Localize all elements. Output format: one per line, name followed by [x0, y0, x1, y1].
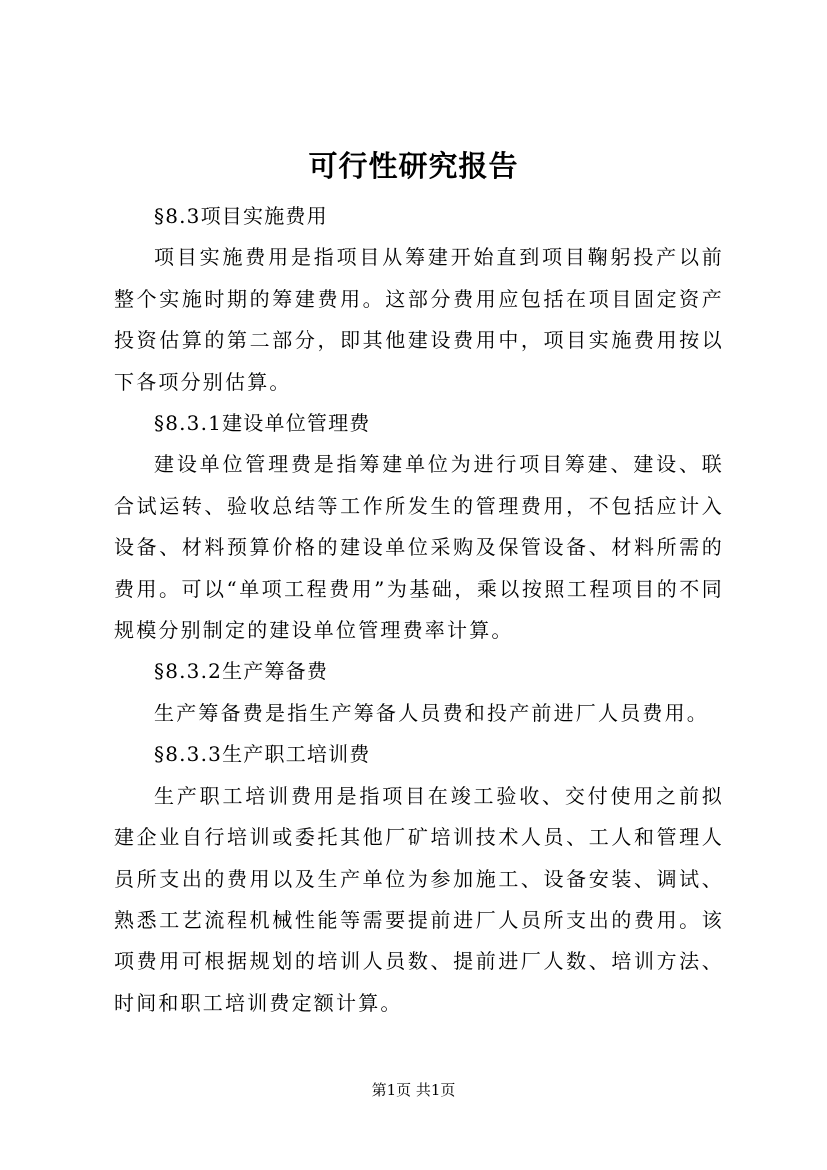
page-footer: 第1页 共1页 [371, 1081, 456, 1099]
paragraph-training-fee: 生产职工培训费用是指项目在竣工验收、交付使用之前拟建企业自行培训或委托其他厂矿培训技术人员、工人和管理人员所支出的费用以及生产单位为参加施工、设备安装、调试、熟悉工艺流程机械性能等需要提前进厂人员所支出的费用。该项费用可根据规划的培训人员数、提前进厂人数、培训方法、时间和职工培训费定额计算。 [114, 783, 724, 1015]
section-heading-8-3: §8.3项目实施费用 [154, 204, 328, 228]
document-body [114, 196, 724, 1024]
section-heading-8-3-3: §8.3.3生产职工培训费 [154, 742, 371, 767]
paragraph-project-implementation-cost: 项目实施费用是指项目从筹建开始直到项目鞠躬投产以前整个实施时期的筹建费用。这部分费用应包括在项目固定资产投资估算的第二部分，即其他建设费用中，项目实施费用按以下各项分别估算。 [114, 245, 724, 394]
section-heading-8-3-1: §8.3.1建设单位管理费 [154, 411, 371, 436]
section-heading-8-3-2: §8.3.2生产筹备费 [154, 659, 329, 684]
document-title: 可行性研究报告 [308, 149, 519, 183]
paragraph-management-fee: 建设单位管理费是指筹建单位为进行项目筹建、建设、联合试运转、验收总结等工作所发生的管理费用，不包括应计入设备、材料预算价格的建设单位采购及保管设备、材料所需的费用。可以“单项工程费用”为基础，乘以按照工程项目的不同规模分别制定的建设单位管理费率计算。 [114, 452, 724, 643]
paragraph-preparation-fee: 生产筹备费是指生产筹备人员费和投产前进厂人员费用。 [154, 700, 709, 725]
